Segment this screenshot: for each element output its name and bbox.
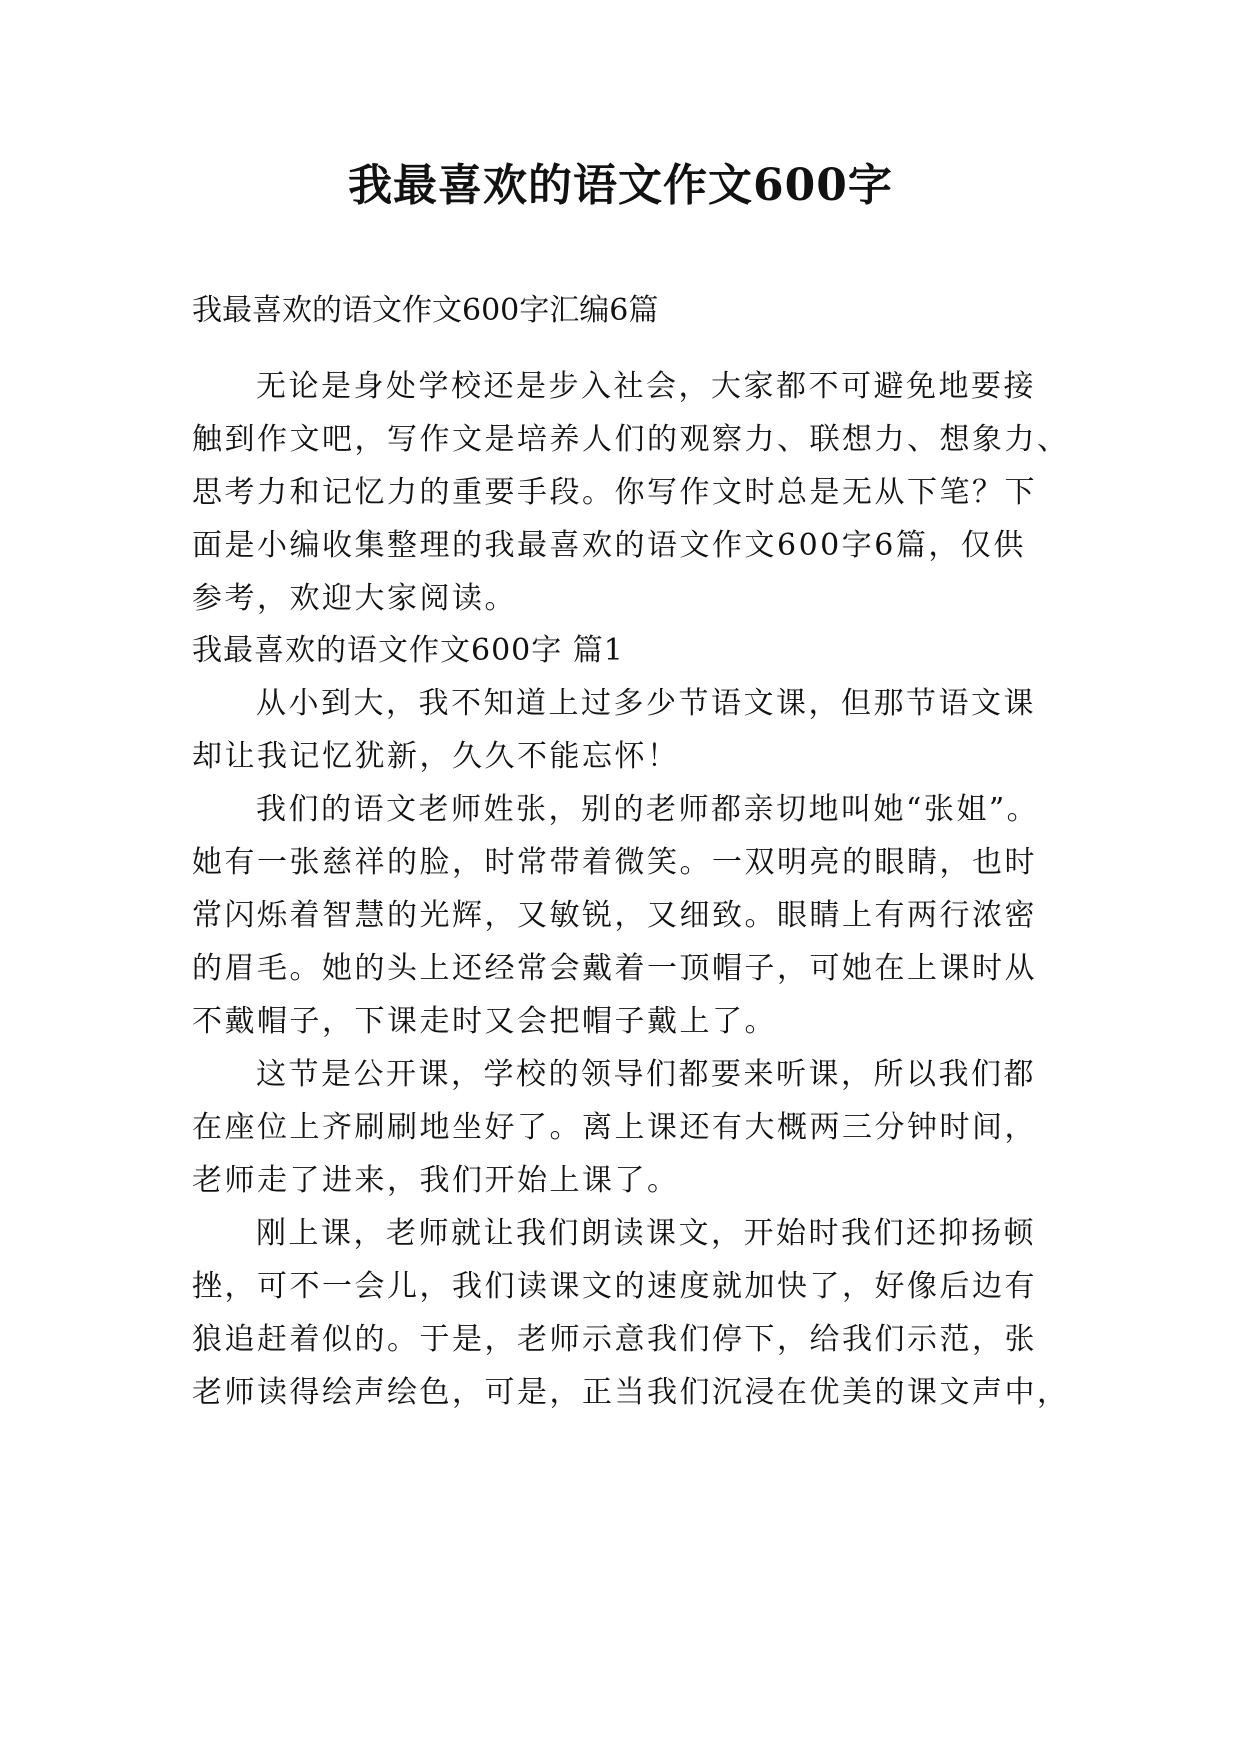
section-heading: 我最喜欢的语文作文600字 篇1 <box>192 633 624 668</box>
paragraph-line: 挫，可不一会儿，我们读课文的速度就加快了，好像后边有 <box>192 1269 1037 1304</box>
paragraph-line: 不戴帽子，下课走时又会把帽子戴上了。 <box>192 1004 777 1039</box>
paragraph-line: 参考，欢迎大家阅读。 <box>192 581 517 616</box>
document-subtitle: 我最喜欢的语文作文600字汇编6篇 <box>192 293 659 328</box>
paragraph-line: 我们的语文老师姓张，别的老师都亲切地叫她“张姐”。 <box>256 792 1040 827</box>
paragraph-line: 思考力和记忆力的重要手段。你写作文时总是无从下笔？下 <box>192 475 1037 510</box>
paragraph-line: 这节是公开课，学校的领导们都要来听课，所以我们都 <box>256 1057 1036 1092</box>
paragraph-line: 狼追赶着似的。于是，老师示意我们停下，给我们示范，张 <box>192 1322 1037 1357</box>
paragraph-line: 常闪烁着智慧的光辉，又敏锐，又细致。眼睛上有两行浓密 <box>192 898 1037 933</box>
paragraph-line: 刚上课，老师就让我们朗读课文，开始时我们还抑扬顿 <box>256 1216 1036 1251</box>
paragraph-line: 从小到大，我不知道上过多少节语文课，但那节语文课 <box>256 686 1036 721</box>
paragraph-line: 面是小编收集整理的我最喜欢的语文作文600字6篇，仅供 <box>192 528 1026 563</box>
paragraph-line: 触到作文吧，写作文是培养人们的观察力、联想力、想象力、 <box>192 422 1070 457</box>
paragraph-line: 的眉毛。她的头上还经常会戴着一顶帽子，可她在上课时从 <box>192 951 1037 986</box>
paragraph-line: 却让我记忆犹新，久久不能忘怀！ <box>192 739 680 774</box>
paragraph-line: 在座位上齐刷刷地坐好了。离上课还有大概两三分钟时间， <box>192 1110 1037 1145</box>
paragraph-line: 她有一张慈祥的脸，时常带着微笑。一双明亮的眼睛，也时 <box>192 845 1037 880</box>
paragraph-line: 无论是身处学校还是步入社会，大家都不可避免地要接 <box>256 369 1036 404</box>
document-title: 我最喜欢的语文作文600字 <box>348 160 893 211</box>
paragraph-line: 老师走了进来，我们开始上课了。 <box>192 1163 680 1198</box>
paragraph-line: 老师读得绘声绘色，可是，正当我们沉浸在优美的课文声中， <box>192 1375 1070 1410</box>
